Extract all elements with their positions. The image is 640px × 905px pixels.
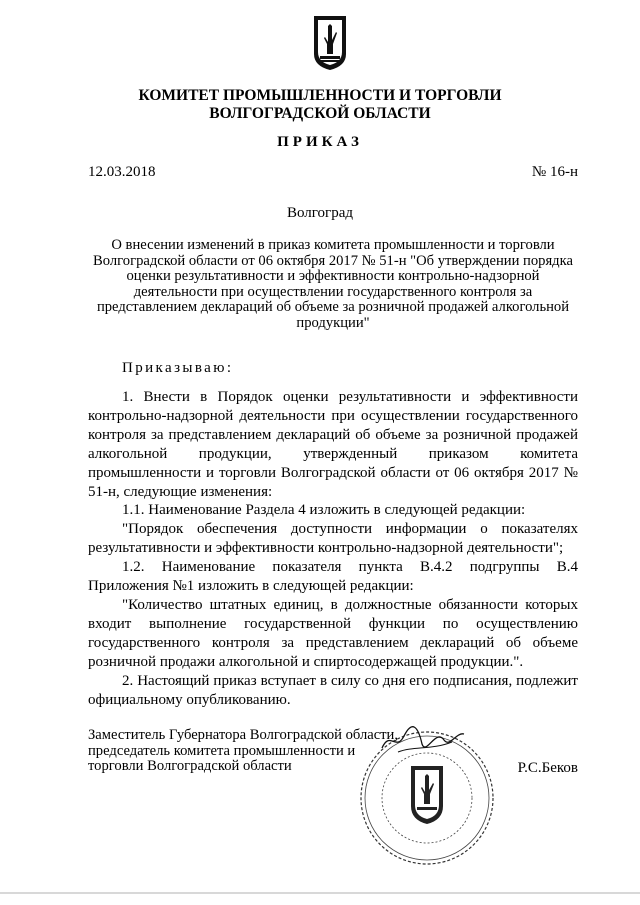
- paragraph: 1. Внести в Порядок оценки результативности и эффективности контрольно-надзорной деятельности при осуществлении государственного контроля за представлением деклараций об объеме за розничной продажей алкогольной продукции, утвержденный приказом комитета промышленности и торговли Волгоградской области от 06 октября 2017 № 51-н, следующие изменения:: [88, 389, 578, 500]
- paragraph: 1.2. Наименование показателя пункта В.4.2 подгруппы В.4 Приложения №1 изложить в следующей редакции:: [88, 559, 578, 595]
- signer-title-line: торговли Волгоградской области: [88, 758, 292, 774]
- coat-of-arms-emblem: [312, 14, 348, 72]
- signer-title-line: Заместитель Губернатора Волгоградской области,: [88, 727, 399, 743]
- document-number: № 16-н: [531, 164, 578, 180]
- document-city: Волгоград: [286, 205, 353, 221]
- signer-title: [88, 728, 408, 775]
- committee-name-line2: ВОЛГОГРАДСКОЙ ОБЛАСТИ: [209, 105, 431, 122]
- signer-title-line: председатель комитета промышленности и: [88, 742, 356, 759]
- paragraph: 1.1. Наименование Раздела 4 изложить в следующей редакции:: [122, 502, 526, 519]
- paragraph: 2. Настоящий приказ вступает в силу со дня его подписания, подлежит официальному опубликованию.: [88, 672, 578, 708]
- orders-word: Приказываю:: [122, 360, 234, 376]
- paragraph: "Порядок обеспечения доступности информации о показателях результативности и эффективности контрольно-надзорной деятельности";: [88, 521, 578, 557]
- document-type: ПРИКАЗ: [277, 134, 363, 150]
- signer-name: Р.С.Беков: [517, 760, 578, 776]
- paragraph: "Количество штатных единиц, в должностные обязанности которых входит выполнение государственной функции по осуществлению государственного контроля за представлением деклараций об объеме розничной продажи алкогольной и спиртосодержащей продукции.".: [88, 596, 578, 670]
- page-bottom-edge: [0, 892, 640, 894]
- document-subject: О внесении изменений в приказ комитета промышленности и торговли Волгоградской области от 06 октября 2017 № 51-н "Об утверждении порядка оценки результативности и эффективности контрольно-надзорной деятельности при осуществлении государственного контроля за представлением деклараций об объеме за розничной продажей алкогольной продукции": [93, 237, 573, 331]
- document-body: [88, 388, 578, 709]
- document-date: 12.03.2018: [88, 164, 156, 180]
- committee-name-line1: КОМИТЕТ ПРОМЫШЛЕННОСТИ И ТОРГОВЛИ: [138, 87, 502, 104]
